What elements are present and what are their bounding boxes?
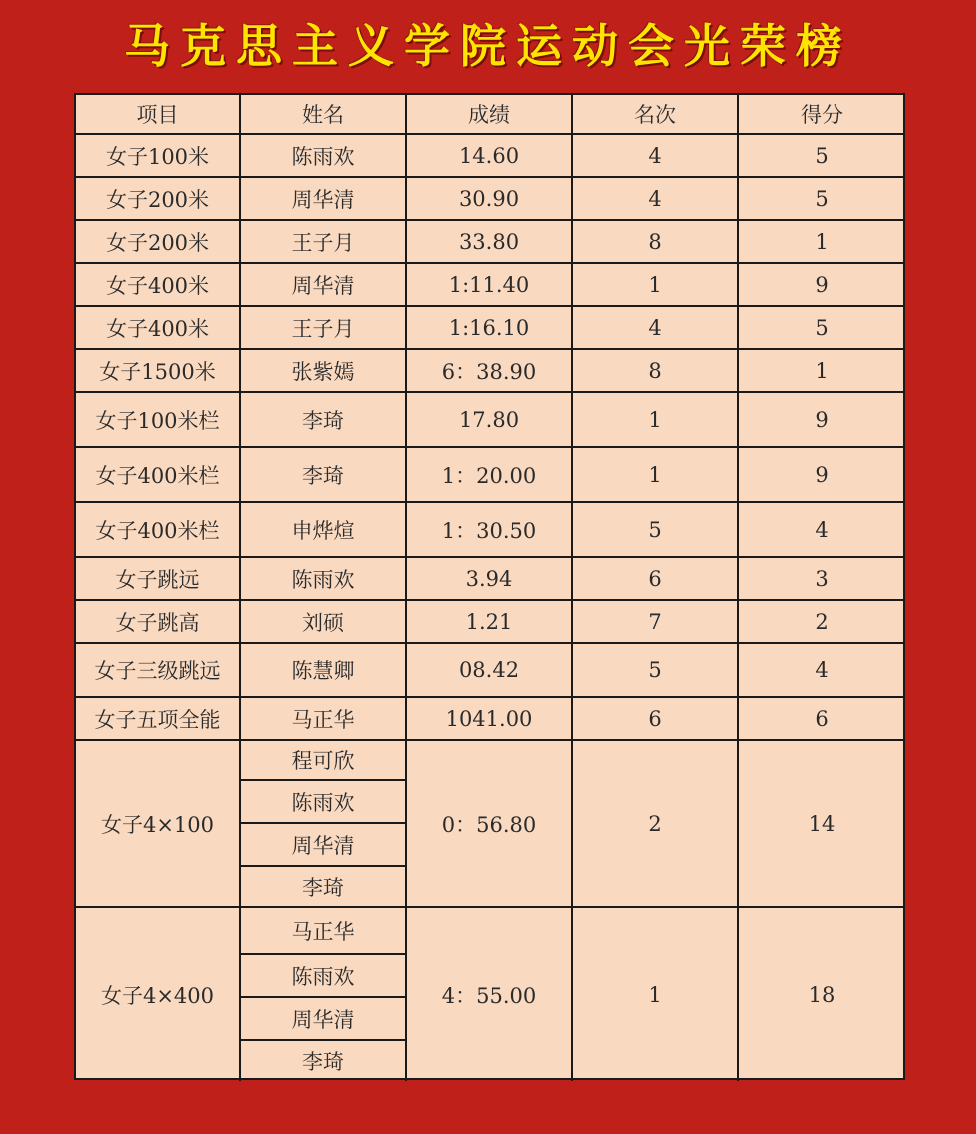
name-cell: 李琦 bbox=[241, 448, 407, 503]
name-cell: 马正华 bbox=[241, 698, 407, 741]
result-cell: 1.21 bbox=[407, 601, 573, 644]
event-cell: 女子400米栏 bbox=[76, 448, 241, 503]
rank-cell: 1 bbox=[573, 393, 739, 448]
rank-cell: 4 bbox=[573, 307, 739, 350]
result-cell: 0：56.80 bbox=[407, 741, 573, 908]
rank-cell: 4 bbox=[573, 135, 739, 178]
event-cell: 女子200米 bbox=[76, 178, 241, 221]
score-cell: 4 bbox=[739, 644, 905, 698]
result-cell: 1041.00 bbox=[407, 698, 573, 741]
name-cell: 王子月 bbox=[241, 221, 407, 264]
result-cell: 08.42 bbox=[407, 644, 573, 698]
rank-cell: 1 bbox=[573, 448, 739, 503]
name-cell: 陈慧卿 bbox=[241, 644, 407, 698]
score-cell: 9 bbox=[739, 448, 905, 503]
column-header: 项目 bbox=[76, 95, 241, 135]
score-cell: 2 bbox=[739, 601, 905, 644]
score-cell: 14 bbox=[739, 741, 905, 908]
name-cell: 程可欣 bbox=[241, 741, 407, 781]
rank-cell: 2 bbox=[573, 741, 739, 908]
event-cell: 女子400米 bbox=[76, 264, 241, 307]
result-cell: 14.60 bbox=[407, 135, 573, 178]
result-cell: 4：55.00 bbox=[407, 908, 573, 1081]
name-cell: 张紫嫣 bbox=[241, 350, 407, 393]
name-cell: 陈雨欢 bbox=[241, 955, 407, 998]
rank-cell: 8 bbox=[573, 350, 739, 393]
name-cell: 李琦 bbox=[241, 393, 407, 448]
result-cell: 30.90 bbox=[407, 178, 573, 221]
column-header: 名次 bbox=[573, 95, 739, 135]
rank-cell: 8 bbox=[573, 221, 739, 264]
result-cell: 1:16.10 bbox=[407, 307, 573, 350]
event-cell: 女子200米 bbox=[76, 221, 241, 264]
score-cell: 5 bbox=[739, 135, 905, 178]
result-cell: 17.80 bbox=[407, 393, 573, 448]
name-cell: 刘硕 bbox=[241, 601, 407, 644]
event-cell: 女子跳远 bbox=[76, 558, 241, 601]
name-cell: 陈雨欢 bbox=[241, 781, 407, 824]
rank-cell: 1 bbox=[573, 264, 739, 307]
event-cell: 女子400米栏 bbox=[76, 503, 241, 558]
score-cell: 5 bbox=[739, 178, 905, 221]
column-header: 成绩 bbox=[407, 95, 573, 135]
name-cell: 陈雨欢 bbox=[241, 135, 407, 178]
rank-cell: 4 bbox=[573, 178, 739, 221]
results-table bbox=[74, 93, 905, 1080]
rank-cell: 1 bbox=[573, 908, 739, 1081]
score-cell: 18 bbox=[808, 982, 836, 1007]
event-cell: 女子跳高 bbox=[76, 601, 241, 644]
rank-cell: 5 bbox=[573, 503, 739, 558]
rank-cell: 5 bbox=[573, 644, 739, 698]
rank-cell: 6 bbox=[573, 698, 739, 741]
score-cell: 1 bbox=[739, 350, 905, 393]
result-cell: 1：30.50 bbox=[407, 503, 573, 558]
score-cell: 6 bbox=[739, 698, 905, 741]
name-cell: 申烨煊 bbox=[241, 503, 407, 558]
page-title: 马克思主义学院运动会光荣榜 bbox=[124, 19, 852, 73]
rank-cell: 6 bbox=[573, 558, 739, 601]
result-cell: 3.94 bbox=[407, 558, 573, 601]
score-cell: 5 bbox=[739, 307, 905, 350]
name-cell: 李琦 bbox=[241, 1041, 407, 1081]
score-cell: 1 bbox=[739, 221, 905, 264]
column-header: 姓名 bbox=[241, 95, 407, 135]
result-cell: 1:11.40 bbox=[407, 264, 573, 307]
column-header: 得分 bbox=[739, 95, 905, 135]
score-cell: 9 bbox=[739, 393, 905, 448]
name-cell: 陈雨欢 bbox=[241, 558, 407, 601]
name-cell: 王子月 bbox=[241, 307, 407, 350]
result-cell: 1：20.00 bbox=[407, 448, 573, 503]
name-cell: 周华清 bbox=[241, 824, 407, 867]
name-cell: 周华清 bbox=[241, 264, 407, 307]
event-cell: 女子4×400 bbox=[76, 908, 241, 1081]
name-cell: 周华清 bbox=[241, 998, 407, 1041]
score-cell: 9 bbox=[739, 264, 905, 307]
score-cell: 3 bbox=[739, 558, 905, 601]
name-cell: 马正华 bbox=[241, 908, 407, 955]
event-cell: 女子1500米 bbox=[76, 350, 241, 393]
event-cell: 女子4×100 bbox=[76, 741, 241, 908]
result-cell: 33.80 bbox=[407, 221, 573, 264]
result-cell: 6：38.90 bbox=[407, 350, 573, 393]
event-cell: 女子三级跳远 bbox=[76, 644, 241, 698]
event-cell: 女子100米栏 bbox=[76, 393, 241, 448]
event-cell: 女子400米 bbox=[76, 307, 241, 350]
name-cell: 周华清 bbox=[241, 178, 407, 221]
event-cell: 女子100米 bbox=[76, 135, 241, 178]
name-cell: 李琦 bbox=[241, 867, 407, 908]
rank-cell: 7 bbox=[573, 601, 739, 644]
event-cell: 女子五项全能 bbox=[76, 698, 241, 741]
score-cell: 4 bbox=[739, 503, 905, 558]
